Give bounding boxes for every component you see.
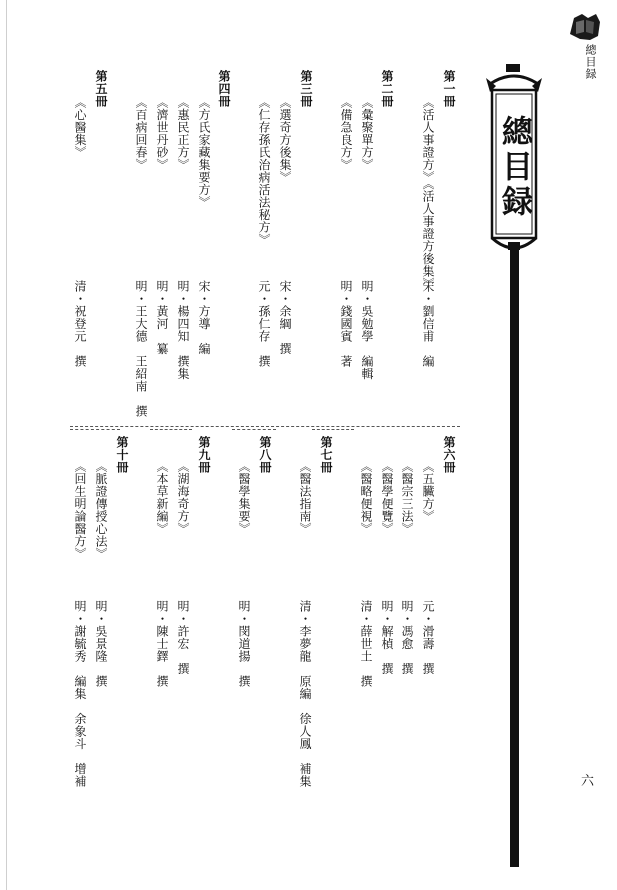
banner-title: 總目録 (496, 114, 532, 220)
book-author: 元・孫仁存 撰 (257, 280, 271, 368)
volume-heading: 第三冊 (299, 70, 313, 108)
book-author: 明・閔道揚 撰 (237, 600, 251, 688)
column-divider (70, 429, 120, 430)
book-author: 明・謝毓秀 編集 余象斗 增補 (73, 600, 87, 788)
book-title: 《方氏家藏集要方》 (197, 96, 211, 209)
book-title: 《仁存孫氏治病活法秘方》 (257, 96, 271, 246)
vertical-black-bar (510, 242, 519, 867)
volume-heading: 第一冊 (442, 70, 456, 108)
book-author: 明・陳士鐸 撰 (155, 600, 169, 688)
book-title: 《五臟方》 (421, 460, 435, 523)
header-title: 總目録 (584, 44, 597, 80)
page-number: 六 (581, 774, 595, 789)
column-divider (232, 429, 276, 430)
book-author: 清・薛世土 撰 (359, 600, 373, 688)
volume-heading: 第十冊 (115, 436, 129, 474)
volume-heading: 第八冊 (258, 436, 272, 474)
book-author: 明・吳勉學 編輯 (360, 280, 374, 380)
book-author: 明・吳景隆 撰 (94, 600, 108, 688)
volume-heading: 第四冊 (217, 70, 231, 108)
book-title: 《醫學便覽》 (380, 460, 394, 535)
book-title: 《心醫集》 (73, 96, 87, 159)
book-author: 明・王大德 王紹南 撰 (134, 280, 148, 418)
book-author: 明・解楨 撰 (380, 600, 394, 675)
scan-edge-line (6, 0, 7, 890)
book-author: 明・許宏 撰 (176, 600, 190, 675)
book-author: 清・李夢龍 原編 徐人鳳 補集 (298, 600, 312, 788)
book-emblem-icon (568, 12, 602, 42)
volume-heading: 第二冊 (380, 70, 394, 108)
book-author: 元・滑壽 撰 (421, 600, 435, 675)
book-author: 宋・余綱 撰 (278, 280, 292, 355)
book-title: 《湖海奇方》 (176, 460, 190, 535)
book-title: 《選奇方後集》 (278, 96, 292, 184)
book-title: 《回生明論醫方》 (73, 460, 87, 560)
book-author: 明・黃河 纂 (155, 280, 169, 355)
book-title: 《備急良方》 (339, 96, 353, 171)
book-title: 《醫法指南》 (298, 460, 312, 535)
book-author: 明・馮愈 撰 (400, 600, 414, 675)
book-author: 宋・劉信甫 編 (421, 280, 435, 368)
column-divider (150, 429, 192, 430)
volume-heading: 第七冊 (319, 436, 333, 474)
book-author: 清・祝登元 撰 (73, 280, 87, 368)
book-title: 《本草新編》 (155, 460, 169, 535)
book-author: 明・錢國賓 著 (339, 280, 353, 368)
volume-heading: 第九冊 (197, 436, 211, 474)
section-divider (70, 426, 460, 427)
volume-heading: 第五冊 (94, 70, 108, 108)
book-author: 宋・方導 編 (197, 280, 211, 355)
volume-heading: 第六冊 (442, 436, 456, 474)
book-title: 《醫學集要》 (237, 460, 251, 535)
book-title: 《醫宗三法》 (400, 460, 414, 535)
book-title: 《活人事證方》《活人事證方後集》 (421, 96, 435, 290)
column-divider (312, 429, 354, 430)
book-title: 《脈證傳授心法》 (94, 460, 108, 560)
book-title: 《百病回春》 (134, 96, 148, 171)
book-author: 明・楊四知 撰集 (176, 280, 190, 380)
book-title: 《惠民正方》 (176, 96, 190, 171)
book-title: 《彙聚單方》 (360, 96, 374, 171)
book-title: 《濟世丹砂》 (155, 96, 169, 171)
book-title: 《醫略便視》 (359, 460, 373, 535)
